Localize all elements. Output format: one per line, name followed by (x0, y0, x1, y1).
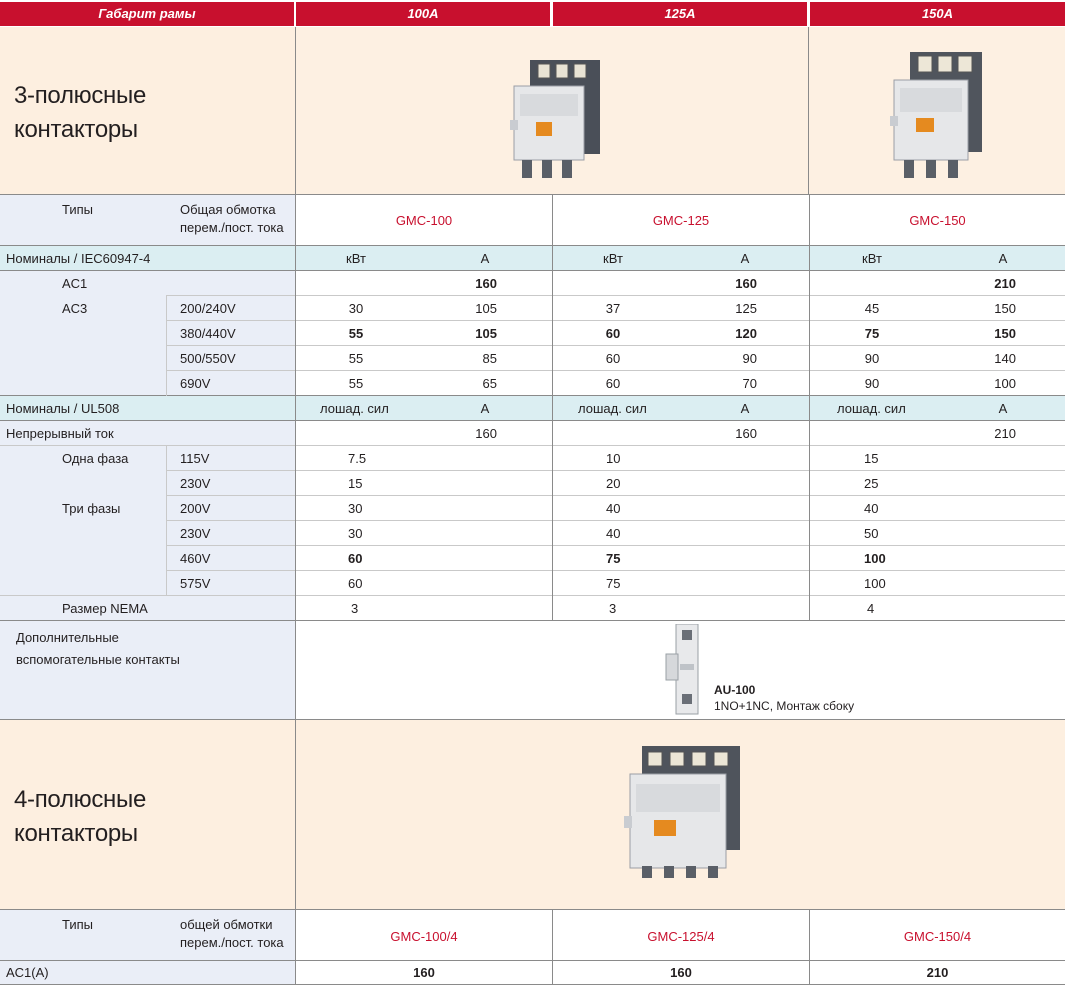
ac3-cell: 65 (482, 376, 497, 391)
contactor-4pole-image (624, 744, 744, 878)
hp-cell: 75 (606, 576, 621, 591)
continuous-current-value: 160 (475, 426, 497, 441)
header-col-100a: 100A (296, 2, 550, 26)
hp-cell: 10 (606, 451, 621, 466)
hp-cell: 7.5 (348, 451, 367, 466)
ac1-value: 160 (735, 276, 757, 291)
contactor-3pole-150a-image (890, 50, 986, 180)
hp-cell: 100 (864, 576, 886, 591)
hp-cell: 30 (348, 501, 363, 516)
nema-cell: 3 (351, 601, 359, 616)
ac3-cell: 125 (735, 301, 757, 316)
unit-kw: кВт (603, 251, 623, 266)
voltage-label: 115V (180, 451, 210, 466)
iec-labels-bg (0, 271, 296, 395)
ac3-cell: 55 (348, 351, 364, 366)
subdivider (166, 495, 1065, 496)
column-divider (295, 27, 296, 985)
column-divider (166, 446, 167, 596)
ac3-cell: 55 (348, 376, 364, 391)
subdivider (166, 570, 1065, 571)
divider (0, 909, 1065, 910)
ac3-cell: 105 (475, 326, 497, 341)
ac3-cell: 60 (605, 351, 621, 366)
divider (0, 395, 1065, 396)
ac3-cell: 37 (605, 301, 621, 316)
column-divider (808, 27, 809, 194)
iec-header-bg (0, 246, 1065, 270)
types4-label: Типы (62, 917, 94, 932)
subdivider (166, 295, 1065, 296)
aux-description: 1NO+1NC, Монтаж сбоку (714, 699, 855, 713)
voltage-label: 230V (180, 476, 211, 491)
aux-label-line2: вспомогательные контакты (16, 652, 180, 667)
model-gmc-125-4: GMC-125/4 (647, 929, 715, 944)
hp-cell: 15 (864, 451, 879, 466)
column-divider (809, 195, 810, 620)
subdivider (166, 470, 1065, 471)
coil-label-line2: перем./пост. тока (180, 220, 284, 235)
ac3-cell: 60 (605, 326, 621, 341)
unit-kw: кВт (862, 251, 882, 266)
model-gmc-125: GMC-125 (652, 213, 710, 228)
ac3-cell: 45 (864, 301, 880, 316)
ac3-cell: 90 (742, 351, 757, 366)
subdivider (166, 370, 1065, 371)
single-phase-label: Одна фаза (62, 451, 129, 466)
ac3-cell: 75 (864, 326, 880, 341)
unit-a: А (480, 251, 490, 266)
ac3-cell: 60 (605, 376, 621, 391)
ac1-value: 160 (475, 276, 497, 291)
divider (0, 420, 1065, 421)
three-pole-title-line2: контакторы (14, 116, 138, 143)
hp-cell: 50 (864, 526, 879, 541)
voltage-label: 380/440V (180, 326, 236, 341)
ac3-cell: 140 (994, 351, 1016, 366)
four-pole-title-line2: контакторы (14, 820, 138, 847)
model-gmc-100: GMC-100 (395, 213, 453, 228)
ac1-label: AC1 (62, 276, 88, 291)
column-divider (552, 195, 553, 620)
ac1-value: 210 (994, 276, 1016, 291)
hp-cell: 60 (348, 576, 363, 591)
nema-cell: 3 (609, 601, 617, 616)
divider (0, 620, 1065, 621)
four-pole-bg (0, 720, 1065, 909)
divider (0, 245, 1065, 246)
ac3-cell: 90 (864, 351, 880, 366)
divider (0, 960, 1065, 961)
ac3-cell: 150 (994, 301, 1016, 316)
aux-model: AU-100 (714, 683, 756, 697)
divider (0, 270, 1065, 271)
hp-cell: 75 (606, 551, 621, 566)
ac3-cell: 85 (482, 351, 497, 366)
aux-label-line1: Дополнительные (16, 630, 119, 645)
voltage-label: 690V (180, 376, 211, 391)
subdivider (166, 345, 1065, 346)
aux-contact-image (662, 624, 702, 716)
column-divider (166, 296, 167, 396)
header-col-150a: 150A (810, 2, 1065, 26)
header-frame-size: Габарит рамы (0, 2, 294, 26)
types-label: Типы (62, 202, 94, 217)
unit-a: А (740, 251, 750, 266)
unit-hp: лошад. сил (837, 401, 906, 416)
subdivider (166, 545, 1065, 546)
ac3-label: AC3 (62, 301, 88, 316)
ac1a-value: 160 (413, 965, 435, 980)
hp-cell: 20 (606, 476, 621, 491)
ac3-cell: 55 (348, 326, 364, 341)
ac3-cell: 150 (994, 326, 1016, 341)
divider (0, 194, 1065, 195)
unit-kw: кВт (346, 251, 366, 266)
continuous-current-value: 160 (735, 426, 757, 441)
hp-cell: 40 (606, 501, 621, 516)
ac3-cell: 70 (742, 376, 757, 391)
model-gmc-150-4: GMC-150/4 (903, 929, 972, 944)
unit-hp: лошад. сил (320, 401, 389, 416)
voltage-label: 200/240V (180, 301, 236, 316)
voltage-label: 575V (180, 576, 211, 591)
three-phase-label: Три фазы (62, 501, 121, 516)
ac1a-label: AC1(A) (6, 965, 49, 980)
subdivider (166, 520, 1065, 521)
ac1a-value: 160 (670, 965, 692, 980)
ac3-cell: 30 (348, 301, 364, 316)
voltage-label: 230V (180, 526, 211, 541)
four-pole-title-line1: 4-полюсные (14, 786, 147, 813)
model-gmc-150: GMC-150 (909, 213, 966, 228)
voltage-label: 500/550V (180, 351, 236, 366)
hp-cell: 60 (348, 551, 363, 566)
unit-a: А (740, 401, 750, 416)
nema-cell: 4 (867, 601, 875, 616)
hp-cell: 15 (348, 476, 363, 491)
subdivider (166, 320, 1065, 321)
voltage-label: 460V (180, 551, 211, 566)
hp-cell: 40 (606, 526, 621, 541)
unit-hp: лошад. сил (578, 401, 647, 416)
coil4-label-line1: общей обмотки (180, 917, 273, 932)
unit-a: А (998, 401, 1008, 416)
iec-label: Номиналы / IEC60947-4 (6, 251, 151, 266)
hp-cell: 25 (864, 476, 879, 491)
unit-a: А (998, 251, 1008, 266)
coil-label-line1: Общая обмотка (180, 202, 276, 217)
coil4-label-line2: перем./пост. тока (180, 935, 284, 950)
hp-cell: 30 (348, 526, 363, 541)
subdivider (0, 595, 1065, 596)
unit-a: А (480, 401, 490, 416)
ac1a-value: 210 (926, 965, 949, 980)
continuous-current-value: 210 (994, 426, 1016, 441)
header-col-125a: 125A (553, 2, 807, 26)
divider (0, 719, 1065, 720)
ac3-cell: 105 (475, 301, 497, 316)
ac3-cell: 120 (735, 326, 757, 341)
hp-cell: 40 (864, 501, 879, 516)
continuous-current-label: Непрерывный ток (6, 426, 114, 441)
subdivider (0, 445, 1065, 446)
nema-label: Размер NEMA (62, 601, 148, 616)
ul-label: Номиналы / UL508 (6, 401, 120, 416)
contactor-3pole-image (508, 58, 604, 180)
model-gmc-100-4: GMC-100/4 (390, 929, 458, 944)
voltage-label: 200V (180, 501, 211, 516)
three-pole-title-line1: 3-полюсные (14, 82, 147, 109)
hp-cell: 100 (864, 551, 886, 566)
ac3-cell: 90 (864, 376, 880, 391)
ac3-cell: 100 (994, 376, 1016, 391)
